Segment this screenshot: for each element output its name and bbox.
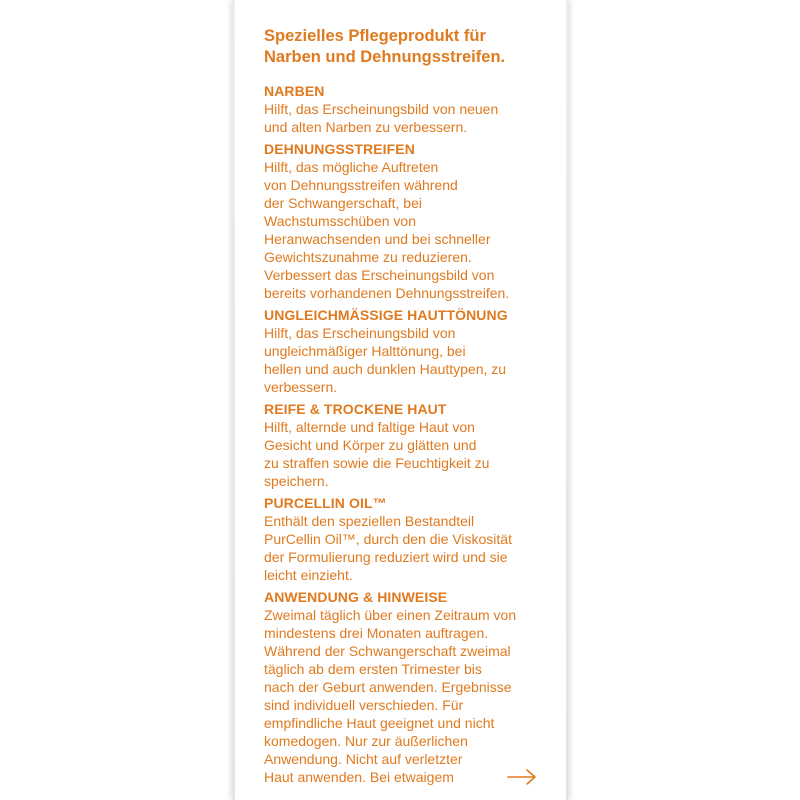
section-title: NARBEN [264,83,325,99]
section-dehnungsstreifen [264,140,554,302]
section-narben [264,82,554,136]
product-package-panel [233,0,568,800]
section-text: Hilft, alternde und faltige Haut von Gesicht und Körper zu glätten und zu straffen sowie die Feuchtigkeit zu speichern. [264,419,490,489]
section-text: Hilft, das Erscheinungsbild von ungleichmäßiger Halttönung, bei hellen und auch dunklen Hauttypen, zu verbessern. [264,325,507,395]
arrow-right-icon[interactable] [507,768,537,786]
section-title: PURCELLIN OIL™ [264,495,387,511]
package-text-content [264,26,554,790]
section-hauttoenung [264,306,554,396]
package-headline: Spezielles Pflegeprodukt für Narben und Dehnungsstreifen. [264,27,506,66]
section-purcellin-oil [264,494,554,584]
section-text: Zweimal täglich über einen Zeitraum von mindestens drei Monaten auftragen. Während der Schwangerschaft zweimal täglich ab dem ersten Trimester bis nach der Geburt anwenden. Ergebnisse sind individuell verschieden. Für empfindliche Haut geeignet und nicht komedogen. Nur zur äußerlichen Anwendung. Nicht auf verletzter Haut anwenden. Bei etwaigem [264,607,517,785]
section-text: Hilft, das Erscheinungsbild von neuen und alten Narben zu verbessern. [264,101,499,135]
section-anwendung [264,588,554,786]
section-text: Enthält den speziellen Bestandteil PurCellin Oil™, durch den die Viskosität der Formulierung reduziert wird und sie leicht einzieht. [264,513,512,583]
section-title: REIFE & TROCKENE HAUT [264,401,447,417]
section-title: ANWENDUNG & HINWEISE [264,589,448,605]
section-reife-haut [264,400,554,490]
section-text: Hilft, das mögliche Auftreten von Dehnungsstreifen während der Schwangerschaft, bei Wachstumsschüben von Heranwachsenden und bei schneller Gewichtszunahme zu reduzieren. Verbessert das Erscheinungsbild von bereits vorhandenen Dehnungsstreifen. [264,159,510,301]
section-title: DEHNUNGSSTREIFEN [264,141,415,157]
section-title: UNGLEICHMÄSSIGE HAUTTÖNUNG [264,307,508,323]
